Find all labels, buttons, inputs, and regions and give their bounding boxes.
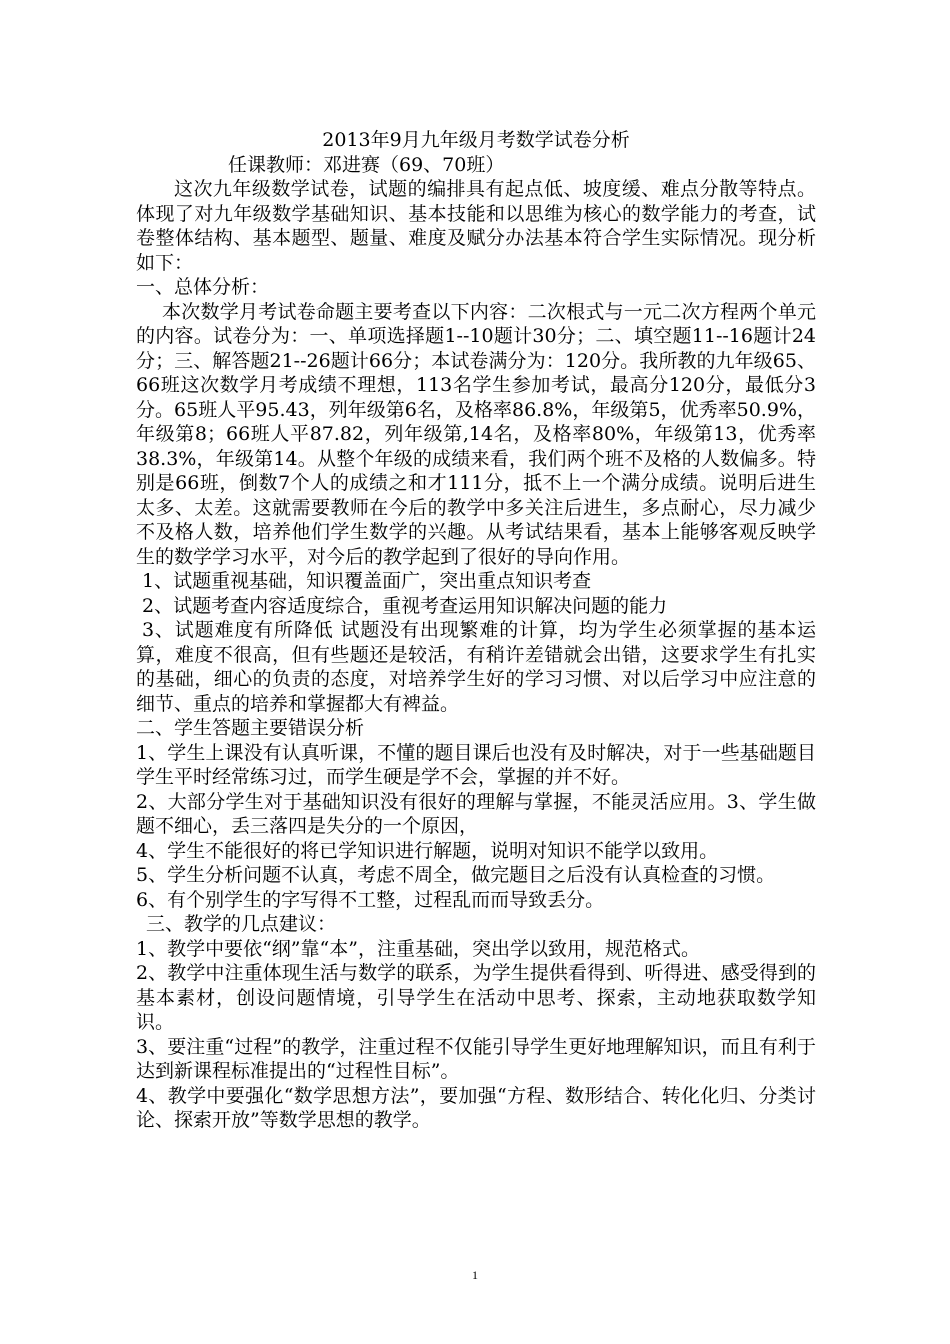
section3-item-4: 4、教学中要强化“数学思想方法”，要加强“方程、数形结合、转化化归、分类讨论、探索开放”等数学思想的教学。 (136, 1084, 816, 1131)
page-number: 1 (472, 1268, 478, 1282)
section2-item-4: 4、学生不能很好的将已学知识进行解题，说明对知识不能学以致用。 (136, 839, 719, 862)
section2-item-1: 1、学生上课没有认真听课，不懂的题目课后也没有及时解决，对于一些基础题目学生平时经常练习过，而学生硬是学不会，掌握的并不好。 (136, 741, 816, 788)
section1-point-2: 2、试题考查内容适度综合，重视考查运用知识解决问题的能力 (142, 594, 668, 617)
section3-item-1: 1、教学中要依“纲”靠“本”，注重基础，突出学以致用，规范格式。 (136, 937, 700, 960)
document-body (136, 128, 816, 1133)
section1-heading: 一、总体分析： (136, 276, 270, 298)
section2-item-5: 5、学生分析问题不认真，考虑不周全，做完题目之后没有认真检查的习惯。 (136, 864, 776, 886)
intro-paragraph: 这次九年级数学试卷，试题的编排具有起点低、坡度缓、难点分散等特点。体现了对九年级数学基础知识、基本技能和以思维为核心的数学能力的考查，试卷整体结构、基本题型、题量、难度及赋分办法基本符合学生实际情况。现分析如下： (136, 178, 816, 274)
teacher-line: 任课教师：邓进赛（69、70班） (228, 153, 505, 176)
section1-paragraph: 本次数学月考试卷命题主要考查以下内容：二次根式与一元二次方程两个单元的内容。试卷分为：一、单项选择题1--10题计30分；二、填空题11--16题计24分；三、解答题21--26题计66分；本试卷满分为：120分。我所教的九年级65、66班这次数学月考成绩不理想，113名学生参加考试，最高分120分，最低分3分。65班人平95.43，列年级第6名，及格率86.8%，年级第5，优秀率50.9%，年级第8；66班人平87.82，列年级第,14名，及格率80%，年级第13，优秀率38.3%，年级第14。从整个年级的成绩来看，我们两个班不及格的人数偏多。特别是66班，倒数7个人的成绩之和才111分，抵不上一个满分成绩。说明后进生太多、太差。这就需要教师在今后的教学中多关注后进生，多点耐心，尽力减少不及格人数，培养他们学生数学的兴趣。从考试结果看，基本上能够客观反映学生的数学学习水平，对今后的教学起到了很好的导向作用。 (136, 300, 816, 568)
section1-point-3-text: 3、试题难度有所降低 试题没有出现繁难的计算，均为学生必须掌握的基本运算，难度不很高，但有些题还是较活，有稍许差错就会出错，这要求学生有扎实的基础，细心的负责的态度，对培养学生好的学习习惯、对以后学习中应注意的细节、重点的培养和掌握都大有裨益。 (136, 619, 816, 715)
section3-heading: 三、教学的几点建议： (146, 913, 337, 935)
document-title: 2013年9月九年级月考数学试卷分析 (322, 129, 630, 151)
section1-point-1: 1、试题重视基础，知识覆盖面广，突出重点知识考查 (142, 570, 592, 592)
section3-item-3: 3、要注重“过程”的教学，注重过程不仅能引导学生更好地理解知识，而且有利于达到新课程标准提出的“过程性目标”。 (136, 1035, 816, 1082)
section2-item-2: 2、大部分学生对于基础知识没有很好的理解与掌握，不能灵活应用。3、学生做题不细心，丢三落四是失分的一个原因， (136, 790, 816, 837)
section2-item-6: 6、有个别学生的字写得不工整，过程乱而而导致丢分。 (136, 888, 605, 911)
section2-heading: 二、学生答题主要错误分析 (136, 717, 365, 739)
section1-point-3 (136, 618, 816, 716)
section3-item-2: 2、教学中注重体现生活与数学的联系，为学生提供看得到、听得进、感受得到的基本素材，创设问题情境，引导学生在活动中思考、探索，主动地获取数学知识。 (136, 962, 816, 1033)
